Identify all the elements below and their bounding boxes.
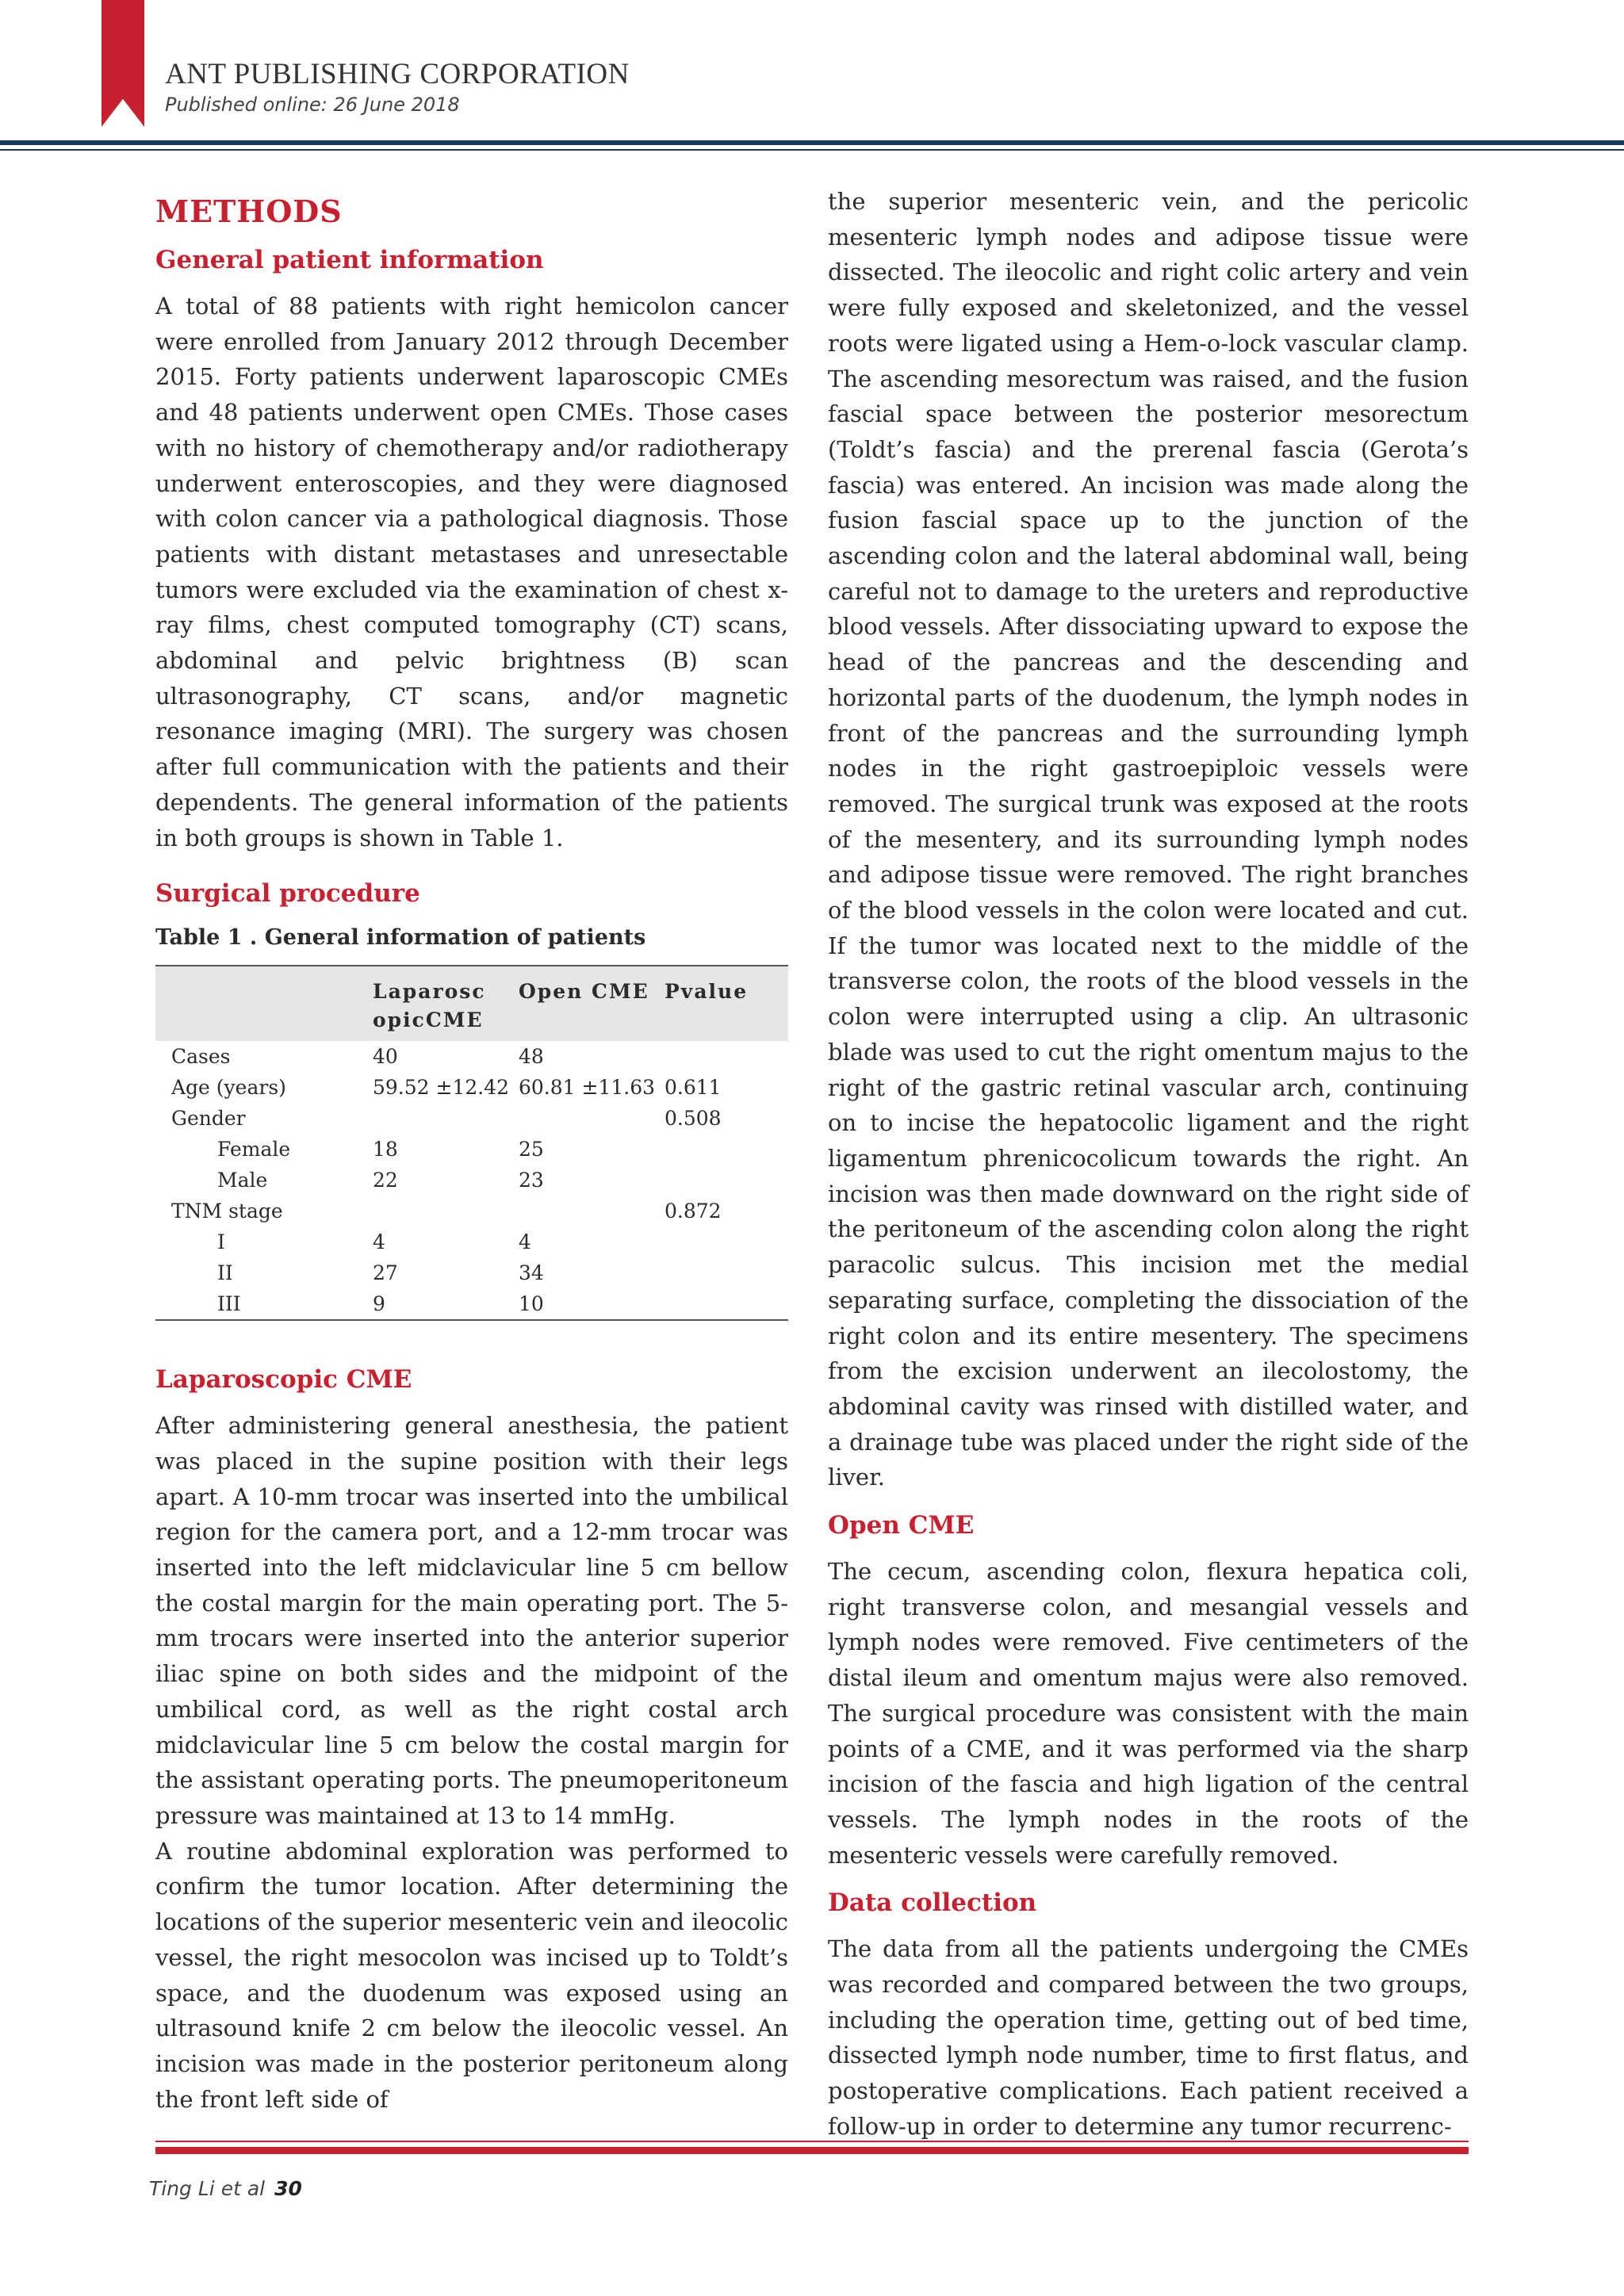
cell-pvalue: 0.508 xyxy=(665,1107,722,1131)
cell-open: 10 xyxy=(519,1292,544,1316)
footer-author: Ting Li et al xyxy=(149,2177,266,2200)
cell-pvalue xyxy=(661,1165,788,1196)
paragraph-laparoscopic-1: After administering general anesthesia, the patient was placed in the supine position with their legs apart. A 10-mm trocar was inserted into the umbilical region for the camera port, and a 12-mm trocar was inserted into the left midclavicular line 5 cm bellow the costal margin for the main operating port. The 5-mm trocars were inserted into the anterior superior iliac spine on both sides and the midpoint of the umbilical cord, as well as the right costal arch midclavicular line 5 cm below the costal margin for the assistant operating ports. The pneumoperitoneum pressure was maintained at 13 to 14 mmHg. xyxy=(155,1412,788,1829)
left-column xyxy=(155,187,788,2117)
cell-open xyxy=(515,1196,661,1226)
table-row xyxy=(155,1134,788,1165)
cell-pvalue xyxy=(661,1041,788,1072)
publication-date: Published online: 26 June 2018 xyxy=(165,94,460,116)
header-rule-thin xyxy=(0,149,1624,151)
paragraph-open-cme: The cecum, ascending colon, flexura hepatica coli, right transverse colon, and mesangial vessels and lymph nodes were removed. Five centimeters of the distal ileum and omentum majus were also removed. The surgical procedure was consistent with the main points of a CME, and it was performed via the sharp incision of the fascia and high ligation of the central vessels. The lymph nodes in the roots of the mesenteric vessels were carefully removed. xyxy=(828,1558,1469,1869)
cell-pvalue: 0.611 xyxy=(665,1076,722,1100)
right-column xyxy=(828,184,1469,2145)
table-row xyxy=(155,1165,788,1196)
table-row xyxy=(155,1196,788,1226)
row-label: Female xyxy=(217,1138,291,1161)
page-number: 30 xyxy=(274,2177,302,2200)
footer-rule xyxy=(155,2141,1469,2142)
paragraph-data-collection: The data from all the patients undergoing the CMEs was recorded and compared between the two groups, including the operation time, getting out of bed time, dissected lymph node number, time to first flatus, and postoperative complications. Each patient received a follow-up in order to determine any tumor recurrenc- xyxy=(828,1935,1469,2140)
cell-laparoscopic: 40 xyxy=(373,1045,398,1069)
row-label: Cases xyxy=(171,1045,231,1069)
paragraph-laparoscopic-2: A routine abdominal exploration was performed to confirm the tumor location. After determining the locations of the superior mesenteric vein and ileocolic vessel, the right mesocolon was incised up to Toldt’s space, and the duodenum was exposed using an ultrasound knife 2 cm below the ileocolic vessel. An incision was made in the posterior peritoneum along the front left side of xyxy=(155,1837,788,2113)
table-row xyxy=(155,1257,788,1288)
page-footer xyxy=(149,2177,302,2200)
cell-open xyxy=(515,1103,661,1134)
table-row xyxy=(155,1041,788,1072)
paragraph-general-info: A total of 88 patients with right hemicolon cancer were enrolled from January 2012 through December 2015. Forty patients underwent laparoscopic CMEs and 48 patients underwent open CMEs. Those cases with no history of chemotherapy and/or radiotherapy underwent enteroscopies, and they were diagnosed with colon cancer via a pathological diagnosis. Those patients with distant metastases and unresectable tumors were excluded via the examination of chest x-ray films, chest computed tomography (CT) scans, abdominal and pelvic brightness (B) scan ultrasonography, CT scans, and/or magnetic resonance imaging (MRI). The surgery was chosen after full communication with the patients and their dependents. The general information of the patients in both groups is shown in Table 1. xyxy=(155,293,788,851)
table-caption: Table 1 . General information of patients xyxy=(155,925,646,951)
subheading-data-collection: Data collection xyxy=(828,1888,1037,1918)
table-row xyxy=(155,1288,788,1320)
cell-open: 4 xyxy=(519,1230,531,1254)
table-header-row xyxy=(155,966,788,1041)
table-row xyxy=(155,1103,788,1134)
table-header-cell xyxy=(155,966,370,1041)
cell-laparoscopic: 59.52 ±12.42 xyxy=(373,1076,510,1100)
cell-laparoscopic: 4 xyxy=(373,1230,385,1254)
row-label: TNM stage xyxy=(171,1200,283,1223)
row-label: Male xyxy=(217,1169,268,1192)
table-row xyxy=(155,1072,788,1103)
subheading-laparoscopic-cme: Laparoscopic CME xyxy=(155,1365,412,1395)
row-label: Gender xyxy=(171,1107,246,1131)
cell-pvalue xyxy=(661,1134,788,1165)
publisher-name: ANT PUBLISHING CORPORATION xyxy=(165,58,630,90)
cell-pvalue: 0.872 xyxy=(665,1200,722,1223)
cell-open: 23 xyxy=(519,1169,544,1192)
cell-laparoscopic: 22 xyxy=(373,1169,398,1192)
table-header-cell: Pvalue xyxy=(665,980,749,1004)
cell-open: 60.81 ±11.63 xyxy=(519,1076,656,1100)
cell-laparoscopic xyxy=(370,1196,515,1226)
patient-info-table xyxy=(155,965,788,1321)
publisher-ribbon xyxy=(102,0,144,127)
table-header-cell: Laparosc opicCME xyxy=(373,980,486,1032)
cell-laparoscopic xyxy=(370,1103,515,1134)
cell-open: 48 xyxy=(519,1045,544,1069)
cell-laparoscopic: 27 xyxy=(373,1261,398,1285)
row-label: II xyxy=(217,1261,233,1285)
cell-pvalue xyxy=(661,1257,788,1288)
paragraph-laparoscopic-continued: the superior mesenteric vein, and the pericolic mesenteric lymph nodes and adipose tissue were dissected. The ileocolic and right colic artery and vein were fully exposed and skeletonized, and the vessel roots were ligated using a Hem-o-lock vascular clamp. The ascending mesorectum was raised, and the fusion fascial space between the posterior mesorectum (Toldt’s fascia) and the prerenal fascia (Gerota’s fascia) was entered. An incision was made along the fusion fascial space up to the junction of the ascending colon and the lateral abdominal wall, being careful not to damage to the ureters and reproductive blood vessels. After dissociating upward to expose the head of the pancreas and the descending and horizontal parts of the duodenum, the lymph nodes in front of the pancreas and the surrounding lymph nodes in the right gastroepiploic vessels were removed. The surgical trunk was exposed at the roots of the mesentery, and its surrounding lymph nodes and adipose tissue were removed. The right branches of the blood vessels in the colon were located and cut. If the tumor was located next to the middle of the transverse colon, the roots of the blood vessels in the colon were interrupted using a clip. An ultrasonic blade was used to cut the right omentum majus to the right of the gastric retinal vascular arch, continuing on to incise the hepatocolic ligament and the right ligamentum phrenicocolicum towards the right. An incision was then made downward on the right side of the peritoneum of the ascending colon along the right paracolic sulcus. This incision met the medial separating surface, completing the dissociation of the right colon and its entire mesentery. The specimens from the excision underwent an ilecolostomy, the abdominal cavity was rinsed with distilled water, and a drainage tube was placed under the right side of the liver. xyxy=(828,188,1469,1491)
footer-rule-thick xyxy=(155,2147,1469,2154)
subheading-open-cme: Open CME xyxy=(828,1511,975,1540)
row-label: Age (years) xyxy=(171,1076,286,1100)
table-row xyxy=(155,1226,788,1257)
header-rule xyxy=(0,140,1624,145)
subheading-general-info: General patient information xyxy=(155,246,544,274)
cell-pvalue xyxy=(661,1288,788,1320)
cell-open: 34 xyxy=(519,1261,544,1285)
cell-laparoscopic: 18 xyxy=(373,1138,398,1161)
subheading-surgical-procedure: Surgical procedure xyxy=(155,879,420,909)
section-title: METHODS xyxy=(155,193,343,229)
row-label: III xyxy=(217,1292,241,1316)
row-label: I xyxy=(217,1230,225,1254)
cell-open: 25 xyxy=(519,1138,544,1161)
table-header-cell: Open CME xyxy=(519,980,649,1004)
cell-laparoscopic: 9 xyxy=(373,1292,385,1316)
cell-pvalue xyxy=(661,1226,788,1257)
